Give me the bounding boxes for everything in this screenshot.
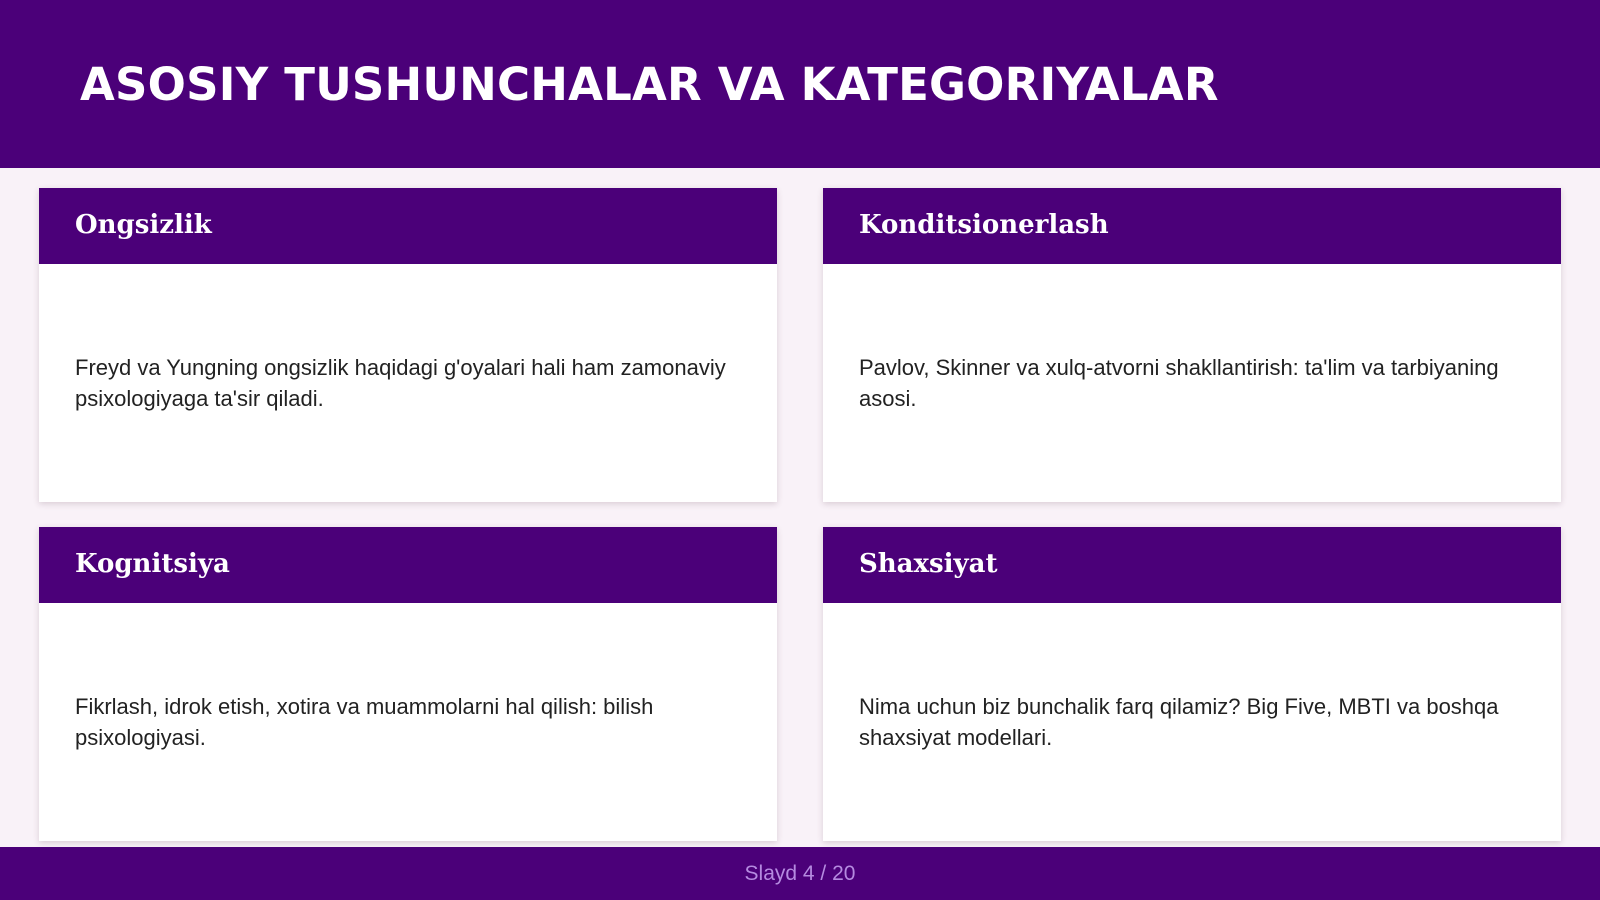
card-header	[823, 527, 1561, 603]
card-body	[859, 603, 1539, 841]
slide-footer	[0, 847, 1600, 900]
slide-counter: Slayd 4 / 20	[744, 861, 856, 885]
card-header	[823, 188, 1561, 264]
card-description: Pavlov, Skinner va xulq-atvorni shakllantirish: ta'lim va tarbiyaning asosi.	[859, 355, 1499, 411]
card-description: Nima uchun biz bunchalik farq qilamiz? Big Five, MBTI va boshqa shaxsiyat modellari.	[859, 694, 1499, 750]
card-body	[75, 264, 755, 502]
slide-header	[0, 0, 1600, 168]
concept-card-ongsizlik	[39, 188, 777, 502]
slide-title: ASOSIY TUSHUNCHALAR VA KATEGORIYALAR	[80, 58, 1219, 111]
card-title: Konditsionerlash	[859, 210, 1109, 240]
card-description: Freyd va Yungning ongsizlik haqidagi g'oyalari hali ham zamonaviy psixologiyaga ta'sir qiladi.	[75, 355, 726, 411]
concept-card-shaxsiyat	[823, 527, 1561, 841]
card-header	[39, 527, 777, 603]
concept-card-kognitsiya	[39, 527, 777, 841]
concept-card-konditsionerlash	[823, 188, 1561, 502]
card-body	[859, 264, 1539, 502]
card-title: Ongsizlik	[75, 210, 212, 240]
card-body	[75, 603, 755, 841]
card-description: Fikrlash, idrok etish, xotira va muammolarni hal qilish: bilish psixologiyasi.	[75, 694, 654, 750]
card-title: Shaxsiyat	[859, 549, 998, 579]
card-header	[39, 188, 777, 264]
card-title: Kognitsiya	[75, 549, 230, 579]
